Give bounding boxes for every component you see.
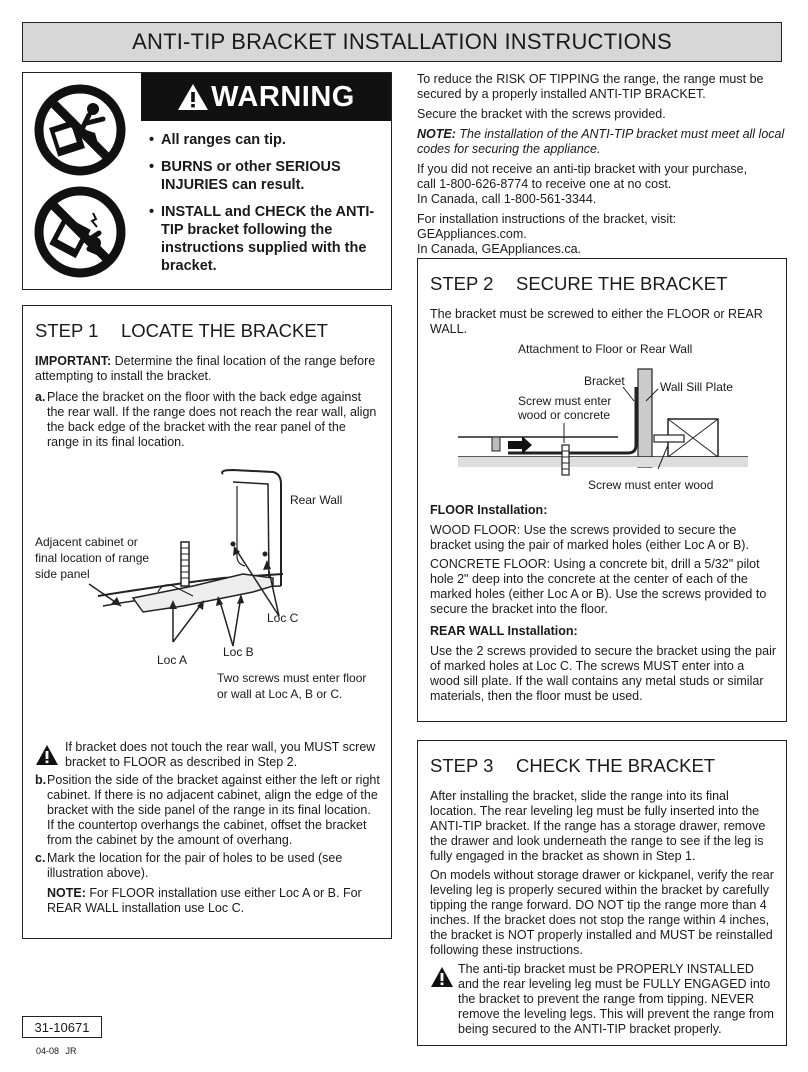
caution-triangle-icon xyxy=(35,744,59,766)
warning-bullet: • BURNS or other SERIOUS INJURIES can result. xyxy=(149,159,341,193)
label-loc-a: Loc A xyxy=(157,653,188,667)
range-tip-burn-icon xyxy=(33,185,127,279)
step1-important: IMPORTANT: Determine the final location of the range before attempting to install the bracket. xyxy=(35,354,376,383)
label-attachment-title: Attachment to Floor or Rear Wall xyxy=(518,342,693,356)
step3-heading: STEP 3 CHECK THE BRACKET xyxy=(430,755,716,776)
step1-note: NOTE: For FLOOR installation use either Loc A or B. For REAR WALL installation use Loc C. xyxy=(47,886,362,915)
concrete-floor-text: CONCRETE FLOOR: Using a concrete bit, drill a 5/32" pilot hole 2" deep into the concrete at the center of each of the marked holes (either Loc A or B). Use the screws provided to secure the bracket into the floor. xyxy=(430,557,767,616)
warning-banner xyxy=(141,73,391,121)
warning-box xyxy=(22,72,392,290)
label-wall-sill: Wall Sill Plate xyxy=(660,380,733,394)
step3-box xyxy=(417,740,787,1046)
warning-triangle-icon xyxy=(177,83,209,111)
warning-heading: WARNING xyxy=(211,80,355,113)
caution-triangle-icon xyxy=(430,966,454,988)
range-tip-child-icon xyxy=(33,83,127,177)
date-code: 04-08 JR xyxy=(36,1046,77,1056)
step2-box xyxy=(417,258,787,722)
label-screw-2: wood or concrete xyxy=(518,408,611,422)
part-number: 31-10671 xyxy=(22,1016,102,1038)
rear-wall-heading: REAR WALL Installation: xyxy=(430,624,578,638)
label-loc-c: Loc C xyxy=(267,611,299,625)
label-caption-2: or wall at Loc A, B or C. xyxy=(217,687,343,701)
label-adjacent-2: final location of range xyxy=(35,551,150,565)
label-bracket: Bracket xyxy=(584,374,625,388)
step1-item-c: c. Mark the location for the pair of holes to be used (see illustration above). xyxy=(35,851,343,880)
label-rear-wall: Rear Wall xyxy=(290,493,343,507)
step2-heading: STEP 2 SECURE THE BRACKET xyxy=(430,273,728,294)
page-title: ANTI-TIP BRACKET INSTALLATION INSTRUCTIONS xyxy=(22,22,782,62)
warning-bullets xyxy=(149,131,385,275)
label-adjacent-3: side panel xyxy=(35,567,90,581)
step1-item-b: b. Position the side of the bracket against either the left or right cabinet. If there is no adjacent cabinet, align the edge of the bracket with the side panel of the range in its final location. If the countertop overhangs the cabinet, offset the bracket from the cabinet by the amount of overhang. xyxy=(35,773,380,847)
label-screw-1: Screw must enter xyxy=(518,394,612,408)
step1-heading: STEP 1 LOCATE THE BRACKET xyxy=(35,320,328,341)
wood-floor-text: WOOD FLOOR: Use the screws provided to secure the bracket using the pair of marked holes (either Loc A or B). xyxy=(430,523,749,552)
step1-caution: If bracket does not touch the rear wall, you MUST screw bracket to FLOOR as described in Step 2. xyxy=(35,740,381,770)
warning-bullet: • All ranges can tip. xyxy=(149,132,286,148)
rear-wall-text: Use the 2 screws provided to secure the bracket using the pair of marked holes at Loc C. The screws MUST enter into a wood sill plate. If the wall contains any metal studs or similar materials, then the floor must be used. xyxy=(430,644,777,703)
floor-heading: FLOOR Installation: xyxy=(430,503,548,517)
attachment-diagram xyxy=(418,339,786,497)
step1-box xyxy=(22,305,392,939)
label-caption-1: Two screws must enter floor xyxy=(217,671,367,685)
step3-paragraph-2: On models without storage drawer or kickpanel, verify the rear leveling leg is properly secured within the bracket by carefully tipping the range forward. DO NOT tip the range more than 4 inches. If the bracket does not stop the range within 4 inches, the bracket is NOT properly installed and MUST be reinstalled following these instructions. xyxy=(430,868,774,957)
label-adjacent-1: Adjacent cabinet or xyxy=(35,535,138,549)
label-screw-wood: Screw must enter wood xyxy=(588,478,714,492)
step2-intro: The bracket must be screwed to either the FLOOR or REAR WALL. xyxy=(430,307,763,336)
intro-note: NOTE: The installation of the ANTI-TIP bracket must meet all local codes for securing the appliance. xyxy=(417,127,785,156)
step3-caution: The anti-tip bracket must be PROPERLY INSTALLED and the rear leveling leg must be FULLY ENGAGED into the bracket to prevent the range from tipping. NEVER remove the leveling legs. This will prevent the range from being secured to the ANTI-TIP bracket properly. xyxy=(430,962,776,1037)
warning-bullet: • INSTALL and CHECK the ANTI-TIP bracket following the instructions supplied with the bracket. xyxy=(149,204,375,274)
step3-paragraph-1: After installing the bracket, slide the range into its final location. The rear leveling leg must be fully inserted into the ANTI-TIP bracket. If the range has a storage drawer, remove the drawer and look underneath the range to see if the leg is fully engaged in the bracket as shown in Step 1. xyxy=(430,789,766,863)
label-loc-b: Loc B xyxy=(223,645,254,659)
step1-item-a: a. Place the bracket on the floor with the back edge against the rear wall. If the range does not reach the rear wall, align the back edge of the bracket with the rear panel of the range in its final location. xyxy=(35,390,377,449)
intro-text: To reduce the RISK OF TIPPING the range, the range must be secured by a properly installed ANTI-TIP BRACKET. Secure the bracket with the screws provided. NOTE: The installation of the ANTI-TIP bracket must meet all local codes for securing the appliance. If you did not receive an anti-tip bracket with your purchase, call 1-800-626-8774 to receive one at no cost. In Canada, call 1-800-561-3344. For installation instructions of the bracket, visit: GEAppliances.com. In Canada, GEAppliances.ca. xyxy=(417,72,787,257)
bracket-location-diagram xyxy=(23,466,391,706)
